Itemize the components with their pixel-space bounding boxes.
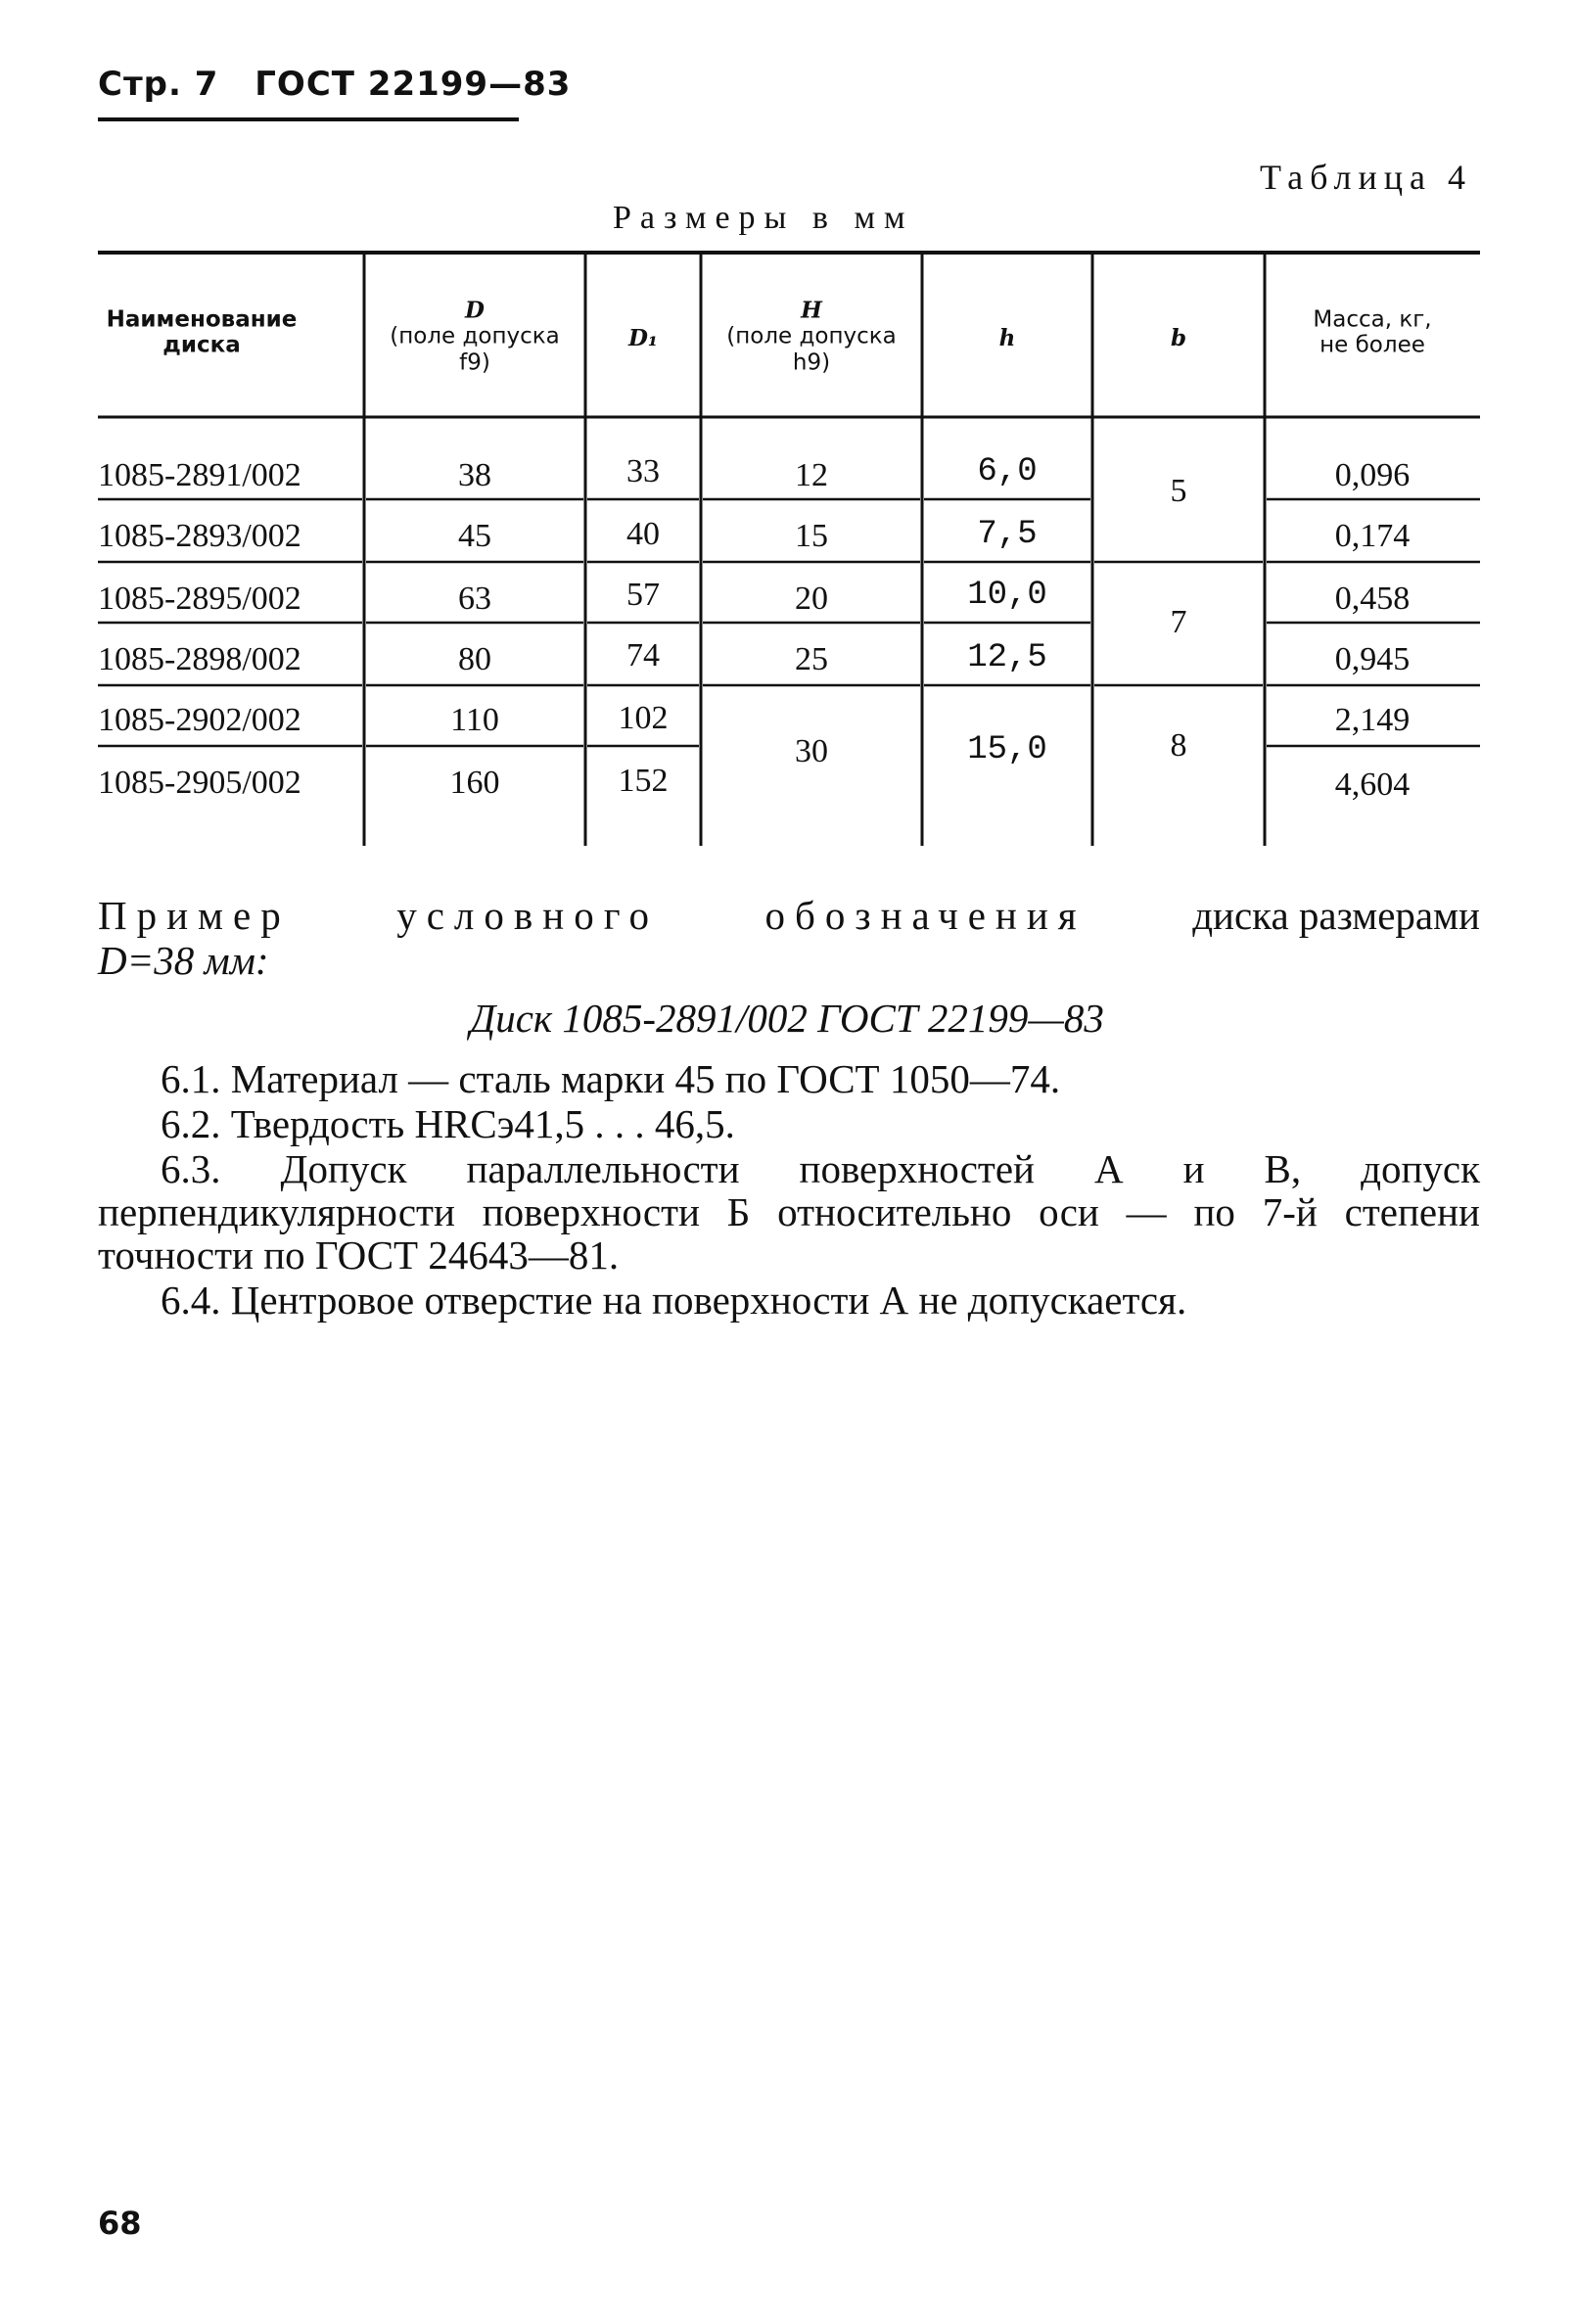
cell-d1: 74: [626, 637, 660, 674]
cell-name: 1085-2902/002: [98, 702, 301, 738]
cell-h-upper-merged: 30: [795, 733, 828, 769]
example-word: условного: [396, 893, 659, 938]
cell-b-group-1: 5: [1170, 473, 1187, 509]
cell-h-lower: 12,5: [967, 639, 1047, 676]
cell-name: 1085-2905/002: [98, 765, 301, 801]
cell-d: 80: [458, 641, 491, 677]
cell-h-lower: 6,0: [977, 453, 1038, 490]
example-word: обозначения: [764, 893, 1087, 938]
cell-d: 160: [449, 765, 500, 801]
column-header-d: D (поле допуска f9): [390, 297, 560, 376]
column-header-b: b: [1170, 324, 1187, 351]
example-line-2: [98, 938, 1480, 983]
clause-number: 6.3.: [161, 1146, 221, 1191]
cell-mass: 0,174: [1334, 518, 1411, 554]
clause-text: Центровое отверстие на поверхности А не допускается.: [230, 1278, 1187, 1323]
cell-h-lower: 7,5: [977, 516, 1038, 553]
cell-d: 63: [458, 581, 491, 617]
clause-number: 6.4.: [161, 1278, 221, 1323]
column-header-h-lower: h: [998, 324, 1016, 351]
cell-name: 1085-2895/002: [98, 581, 301, 617]
cell-mass: 0,458: [1334, 581, 1411, 617]
cell-d: 110: [450, 702, 499, 738]
clause-text: Допуск параллельности поверхностей А и В, допуск перпендикулярности поверхности Б относительно оси — по 7-й степени точности по ГОСТ 24643—81.: [98, 1146, 1481, 1278]
cell-b-group-2: 7: [1170, 604, 1187, 640]
column-header-name: Наименование диска: [106, 306, 298, 358]
cell-name: 1085-2898/002: [98, 641, 301, 677]
cell-h-upper: 12: [795, 457, 828, 493]
cell-h-lower-merged: 15,0: [967, 731, 1047, 768]
cell-mass: 4,604: [1334, 767, 1411, 803]
cell-d: 45: [458, 518, 491, 554]
cell-mass: 2,149: [1334, 702, 1411, 738]
cell-h-upper: 20: [795, 581, 828, 617]
cell-d1: 102: [618, 700, 669, 736]
cell-h-upper: 15: [795, 518, 828, 554]
cell-d: 38: [458, 457, 491, 493]
cell-name: 1085-2891/002: [98, 457, 301, 493]
page-number: 68: [98, 2205, 142, 2242]
units-caption: Размеры в мм: [613, 200, 914, 236]
standard-number: ГОСТ 22199—83: [255, 65, 572, 104]
cell-d1: 33: [626, 453, 660, 489]
clause-number: 6.1.: [161, 1056, 221, 1101]
clause-6-4: [98, 1278, 1480, 1322]
page-label: Стр. 7: [98, 65, 219, 104]
table-title: Таблица 4: [1260, 158, 1472, 197]
cell-mass: 0,945: [1334, 641, 1411, 677]
example-paragraph: [98, 893, 1480, 983]
column-header-d1: D₁: [627, 324, 659, 351]
cell-d1: 57: [626, 577, 660, 613]
cell-name: 1085-2893/002: [98, 518, 301, 554]
clause-text: Твердость HRCэ41,5 . . . 46,5.: [230, 1101, 735, 1146]
cell-d1: 40: [626, 516, 660, 552]
clause-text: Материал — сталь марки 45 по ГОСТ 1050—74.: [230, 1056, 1061, 1101]
clause-6-2: [98, 1102, 1480, 1145]
example-line-1: [98, 893, 1480, 938]
clause-6-3: [98, 1147, 1480, 1277]
cell-mass: 0,096: [1334, 457, 1411, 493]
clause-number: 6.2.: [161, 1101, 221, 1146]
column-header-mass: Масса, кг, не более: [1313, 306, 1432, 358]
cell-h-upper: 25: [795, 641, 828, 677]
example-word: Пример: [98, 893, 291, 938]
cell-d1: 152: [618, 763, 669, 799]
page-header: [98, 65, 571, 104]
cell-b-group-3: 8: [1170, 727, 1187, 764]
cell-h-lower: 10,0: [967, 577, 1047, 614]
column-header-h-upper: H (поле допуска h9): [726, 297, 897, 376]
clause-6-1: [98, 1057, 1480, 1100]
example-designation: Диск 1085-2891/002 ГОСТ 22199—83: [470, 996, 1104, 1041]
header-underline: [98, 117, 519, 121]
example-word: диска размерами: [1192, 893, 1480, 938]
dimensions-table: [98, 251, 1480, 848]
example-dimension: D=38 мм:: [98, 938, 269, 983]
